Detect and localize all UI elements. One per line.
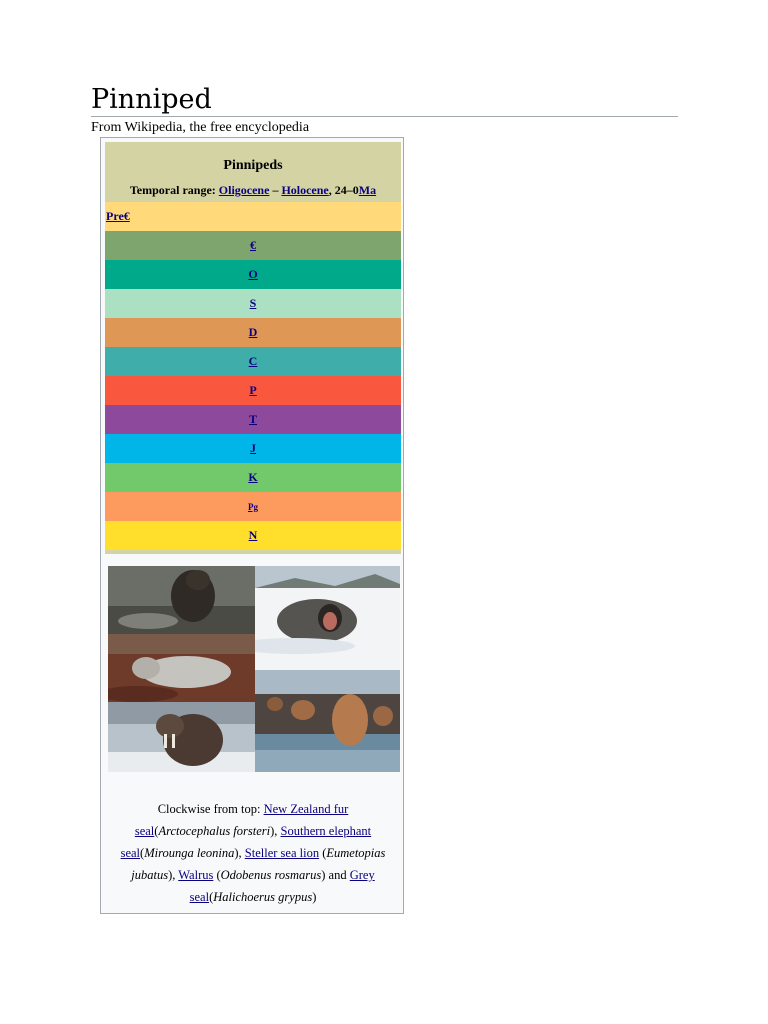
sea-lion-scientific-name: Eumetopias jubatus [131, 846, 386, 882]
period-link[interactable]: S [249, 296, 257, 310]
title-divider [91, 116, 678, 117]
holocene-link[interactable]: Holocene [281, 183, 329, 197]
geologic-timescale [105, 201, 401, 554]
caption-and: and [325, 868, 350, 882]
period-pg [105, 492, 401, 521]
period-€ [105, 231, 401, 260]
period-link[interactable]: J [250, 441, 256, 455]
period-link[interactable]: Pg [248, 501, 258, 512]
elephant-seal-link[interactable]: Southern elephant seal [120, 824, 372, 860]
pinniped-photo-collage[interactable] [108, 566, 400, 772]
temporal-range-label: Temporal range: [129, 183, 219, 197]
ma-link[interactable]: Ma [358, 183, 377, 197]
period-s [105, 289, 401, 318]
fur-seal-photo [108, 566, 255, 634]
temporal-range [105, 183, 401, 198]
elephant-seal-photo [255, 566, 400, 670]
page-title: Pinniped [91, 84, 212, 115]
period-link[interactable]: P [249, 383, 257, 397]
walrus-link[interactable]: Walrus [178, 868, 214, 882]
temporal-range-separator: – [269, 183, 282, 197]
period-link[interactable]: Pre€ [106, 209, 130, 223]
period-link[interactable]: N [248, 528, 258, 542]
temporal-range-values: , 24–0 [328, 183, 359, 197]
period-o [105, 260, 401, 289]
period-link[interactable]: C [248, 354, 258, 368]
period-p [105, 376, 401, 405]
sea-lion-photo [255, 670, 400, 772]
fur-seal-link[interactable]: New Zealand fur seal [134, 802, 349, 838]
caption-intro: Clockwise from top: [157, 802, 264, 816]
grey-seal-photo [108, 634, 255, 702]
elephant-seal-scientific-name: Mirounga leonina [144, 846, 235, 860]
period-t [105, 405, 401, 434]
period-precambrian [105, 202, 401, 231]
page-tagline: From Wikipedia, the free encyclopedia [91, 120, 310, 135]
period-link[interactable]: K [248, 470, 258, 484]
period-c [105, 347, 401, 376]
period-k [105, 463, 401, 492]
infobox-title: Pinnipeds [223, 158, 283, 173]
period-n [105, 521, 401, 550]
period-d [105, 318, 401, 347]
infobox [100, 137, 404, 914]
period-link[interactable]: D [248, 325, 258, 339]
fur-seal-scientific-name: Arctocephalus forsteri [158, 824, 271, 838]
grey-seal-link[interactable]: Grey seal [189, 868, 375, 904]
period-link[interactable]: € [250, 238, 256, 252]
period-link[interactable]: O [248, 267, 258, 281]
sea-lion-link[interactable]: Steller sea lion [244, 846, 320, 860]
grey-seal-scientific-name: Halichoerus grypus [213, 890, 313, 904]
period-link[interactable]: T [248, 412, 257, 426]
infobox-caption: Clockwise from top: New Zealand fur seal(Arctocephalus forsteri), Southern elephant seal(Mirounga leonina), Steller sea lion (Eumetopias jubatus), Walrus (Odobenus rosmarus) and Grey seal(Halichoerus grypus) [120, 802, 386, 904]
walrus-scientific-name: Odobenus rosmarus [220, 868, 322, 882]
oligocene-link[interactable]: Oligocene [218, 183, 270, 197]
infobox-header [105, 142, 401, 205]
period-j [105, 434, 401, 463]
walrus-photo [108, 702, 255, 772]
